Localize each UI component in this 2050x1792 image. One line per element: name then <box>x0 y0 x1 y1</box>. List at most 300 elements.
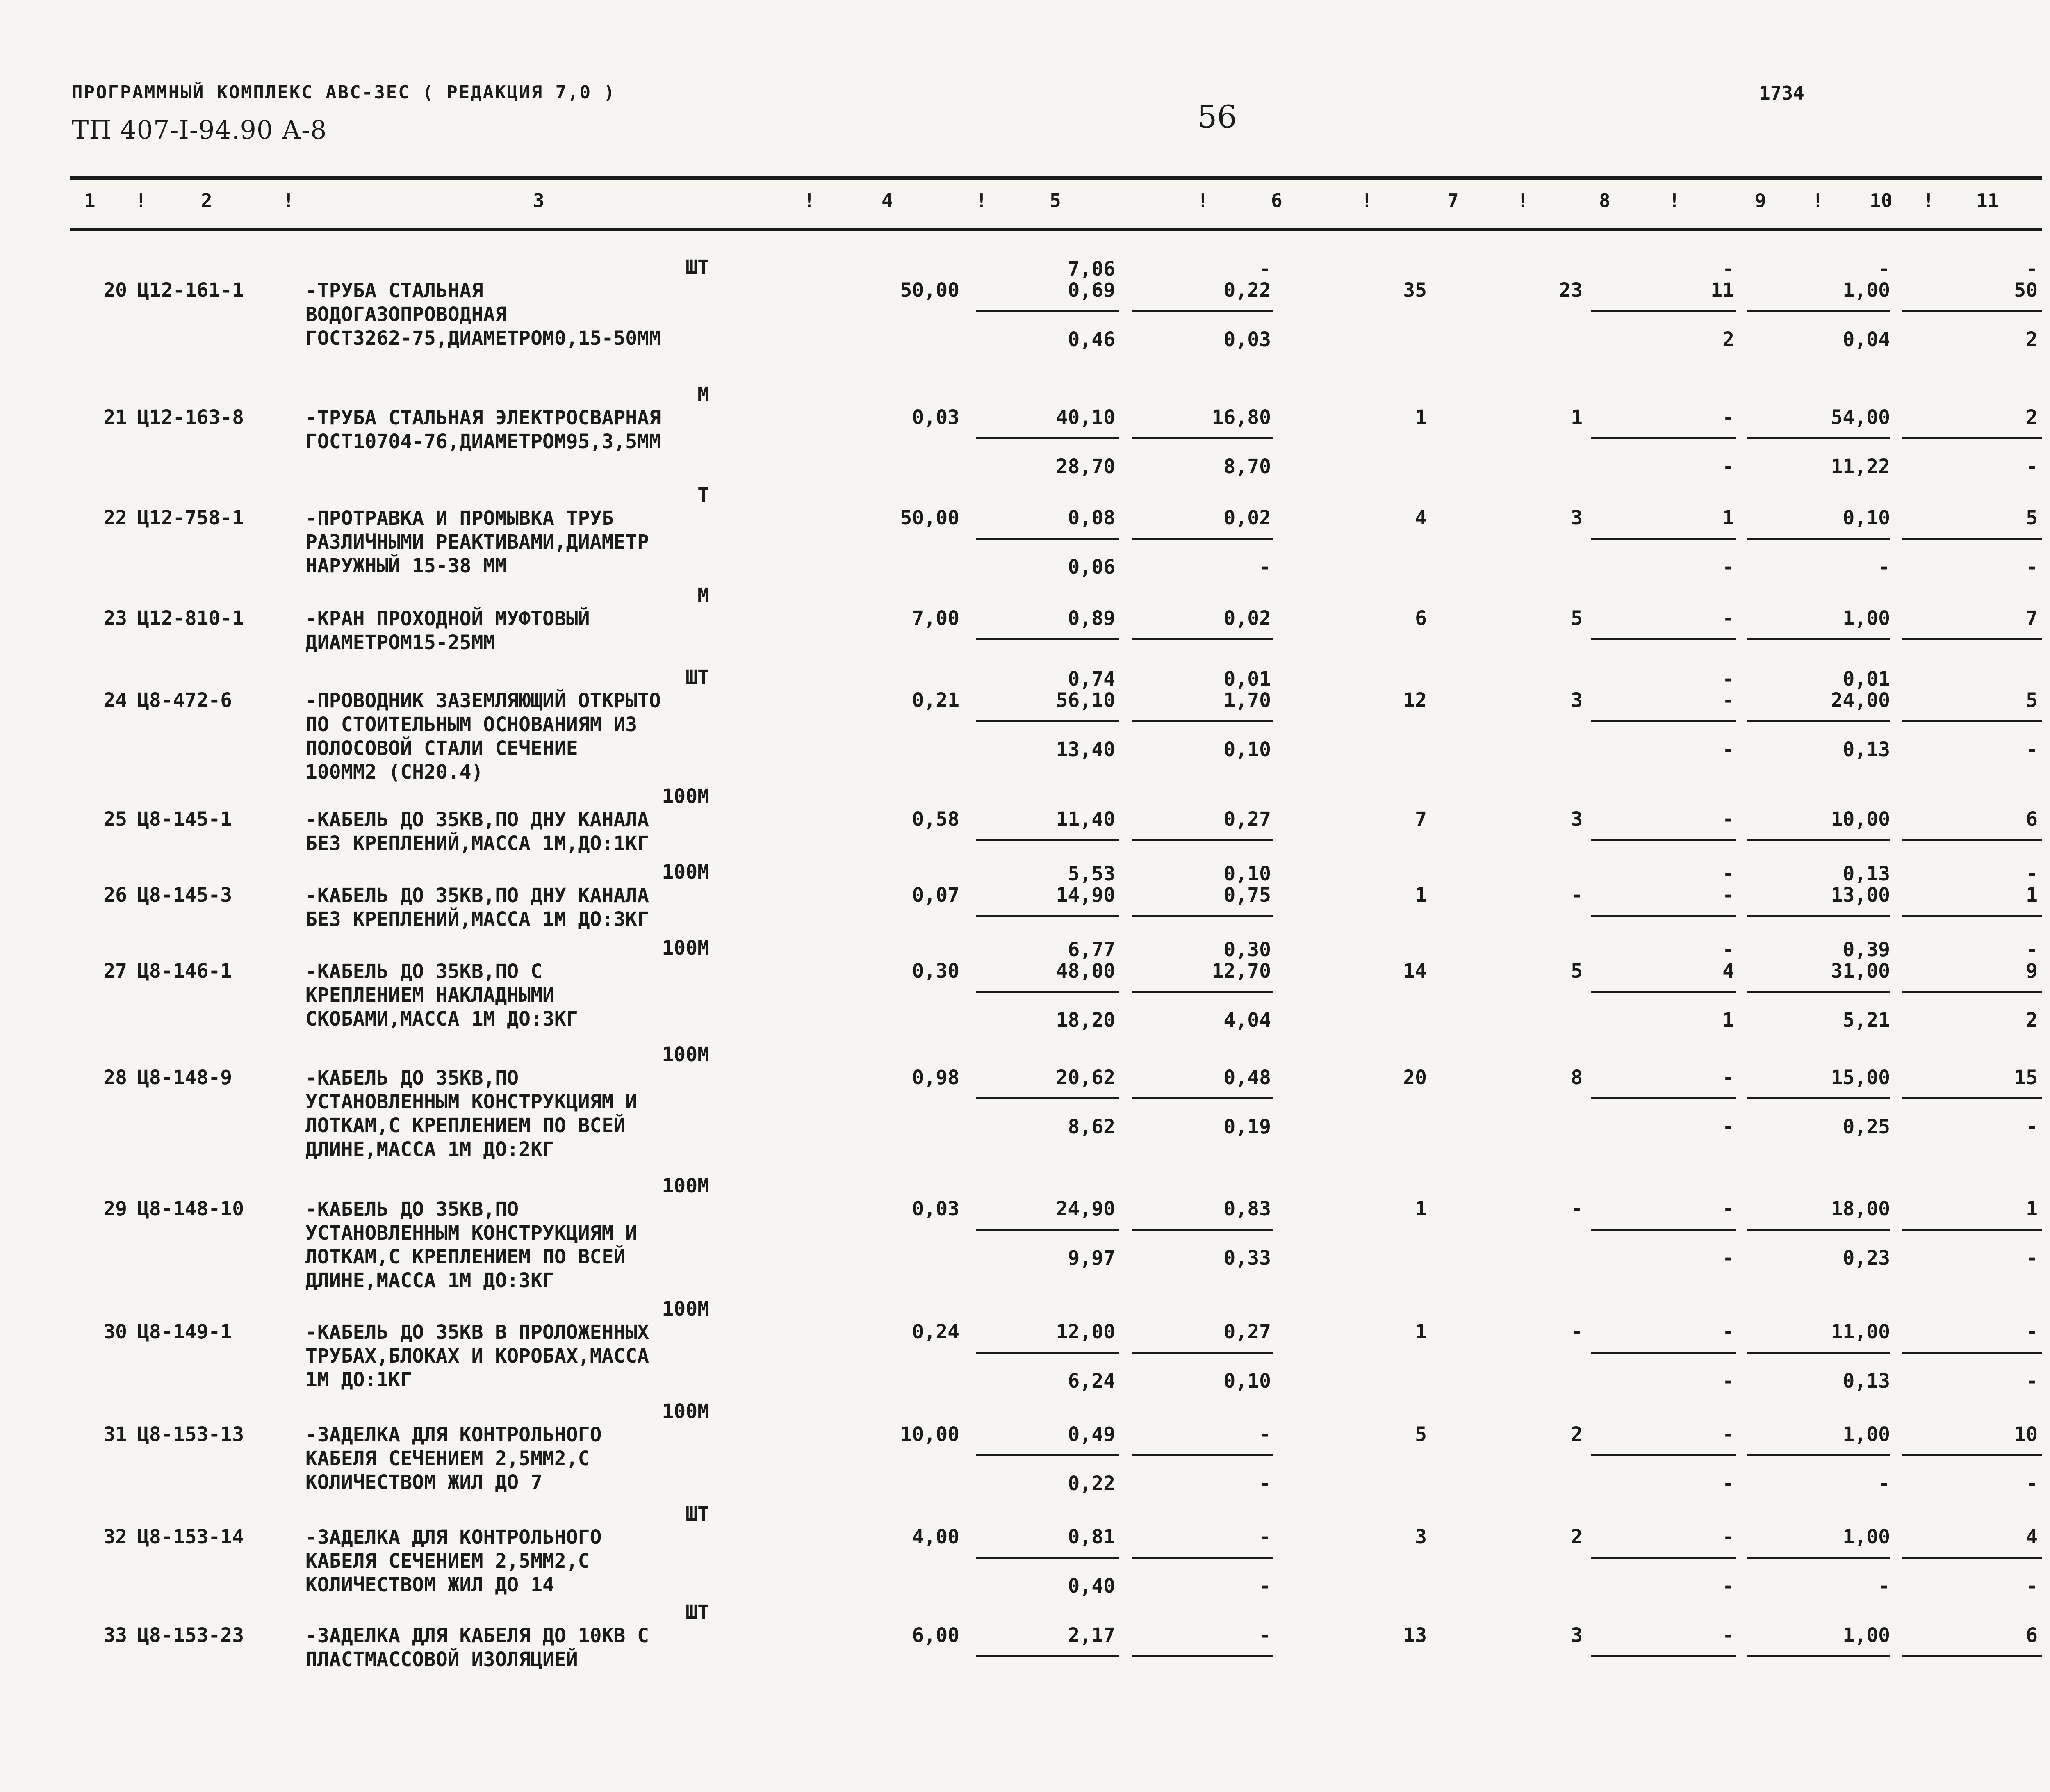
fraction-rule <box>1902 1352 2042 1354</box>
fraction-rule <box>976 991 1119 993</box>
cell-value: 0,69 <box>1068 279 1115 302</box>
cell-value: 13 <box>1403 1624 1427 1647</box>
fraction-rule <box>976 437 1119 439</box>
fraction-rule <box>1902 991 2042 993</box>
fraction-rule <box>1132 1097 1273 1099</box>
cell-value: - <box>1722 1525 1734 1548</box>
cell-value: 5 <box>1415 1423 1427 1446</box>
cell-lower-value: - <box>1878 556 1890 579</box>
fraction-rule <box>1132 310 1273 312</box>
cell-upper-value: - <box>2026 258 2038 280</box>
cell-value: 24,00 <box>1831 689 1890 712</box>
cell-lower-value: 1 <box>1722 1009 1734 1032</box>
page-number: 56 <box>1197 98 1237 135</box>
cell-value: 10,00 <box>1831 808 1890 831</box>
unit-of-measure: М <box>697 584 709 607</box>
cell-value: - <box>1722 1624 1734 1647</box>
fraction-rule <box>1747 638 1890 640</box>
work-description: -ЗАДЕЛКА ДЛЯ КОНТРОЛЬНОГО КАБЕЛЯ СЕЧЕНИЕМ 2,5ММ2,С КОЛИЧЕСТВОМ ЖИЛ ДО 14 <box>305 1526 602 1596</box>
cell-value: - <box>1259 1624 1271 1647</box>
cell-value: 20 <box>1403 1066 1427 1089</box>
cell-lower-value: - <box>2026 1575 2038 1598</box>
quantity: 50,00 <box>900 279 959 302</box>
row-number: 22 <box>103 506 127 529</box>
unit-of-measure: М <box>697 383 709 406</box>
fraction-rule <box>1591 1655 1736 1657</box>
quantity: 6,00 <box>912 1624 959 1647</box>
cell-lower-value: 0,19 <box>1223 1115 1271 1138</box>
cell-lower-value: 0,03 <box>1223 328 1271 351</box>
cell-upper-value: 0,10 <box>1223 862 1271 885</box>
rate-code: Ц12-758-1 <box>137 506 244 529</box>
fraction-rule <box>1591 638 1736 640</box>
cell-value: 4 <box>1415 506 1427 529</box>
cell-lower-value: - <box>1259 556 1271 579</box>
cell-lower-value: 0,10 <box>1223 738 1271 761</box>
column-header: ! <box>1517 189 1528 212</box>
cell-value: 5 <box>2026 689 2038 712</box>
fraction-rule <box>1747 720 1890 722</box>
fraction-rule <box>1591 1454 1736 1456</box>
cell-value: 6 <box>1415 607 1427 630</box>
unit-of-measure: 100М <box>662 785 709 808</box>
cell-value: 1 <box>1722 506 1734 529</box>
rate-code: Ц12-163-8 <box>137 406 244 429</box>
cell-value: 1 <box>1415 406 1427 429</box>
cell-lower-value: 0,10 <box>1223 1370 1271 1393</box>
cell-value: 4 <box>2026 1525 2038 1548</box>
column-header: ! <box>804 189 815 212</box>
cell-value: 1,00 <box>1843 1624 1890 1647</box>
fraction-rule <box>1747 1097 1890 1099</box>
column-header: 4 <box>882 189 893 212</box>
cell-upper-value: 0,39 <box>1843 938 1890 961</box>
fraction-rule <box>1902 638 2042 640</box>
work-description: -КАБЕЛЬ ДО 35КВ,ПО УСТАНОВЛЕННЫМ КОНСТРУКЦИЯМ И ЛОТКАМ,С КРЕПЛЕНИЕМ ПО ВСЕЙ ДЛИНЕ,МАССА 1М ДО:2КГ <box>305 1067 638 1161</box>
cell-lower-value: 5,21 <box>1843 1009 1890 1032</box>
fraction-rule <box>1132 991 1273 993</box>
work-description: -КРАН ПРОХОДНОЙ МУФТОВЫЙ ДИАМЕТРОМ15-25ММ <box>305 607 590 654</box>
unit-of-measure: Т <box>697 483 709 506</box>
rate-code: Ц12-810-1 <box>137 607 244 630</box>
header-rule <box>70 228 2042 231</box>
cell-value: - <box>1722 607 1734 630</box>
cell-value: 11,40 <box>1056 808 1115 831</box>
fraction-rule <box>1902 839 2042 841</box>
fraction-rule <box>1132 638 1273 640</box>
cell-upper-value: - <box>1722 938 1734 961</box>
cell-value: 2 <box>1571 1525 1583 1548</box>
fraction-rule <box>1132 437 1273 439</box>
cell-value: 3 <box>1571 689 1583 712</box>
cell-upper-value: - <box>1722 862 1734 885</box>
cell-upper-value: 0,01 <box>1843 668 1890 691</box>
fraction-rule <box>1747 1557 1890 1559</box>
cell-value: 9 <box>2026 960 2038 983</box>
work-description: -КАБЕЛЬ ДО 35КВ В ПРОЛОЖЕННЫХ ТРУБАХ,БЛОКАХ И КОРОБАХ,МАССА 1М ДО:1КГ <box>305 1321 649 1391</box>
cell-value: 1 <box>2026 1197 2038 1220</box>
fraction-rule <box>1902 538 2042 540</box>
quantity: 50,00 <box>900 506 959 529</box>
cell-value: 1,00 <box>1843 1423 1890 1446</box>
row-number: 29 <box>103 1197 127 1220</box>
cell-value: 5 <box>1571 960 1583 983</box>
cell-value: 0,08 <box>1068 506 1115 529</box>
fraction-rule <box>1591 437 1736 439</box>
cell-value: 50 <box>2014 279 2038 302</box>
row-number: 33 <box>103 1624 127 1647</box>
cell-lower-value: - <box>1722 1247 1734 1270</box>
quantity: 0,03 <box>912 406 959 429</box>
work-description: -ТРУБА СТАЛЬНАЯ ВОДОГАЗОПРОВОДНАЯ ГОСТ3262-75,ДИАМЕТРОМ0,15-50ММ <box>305 279 661 350</box>
work-description: -КАБЕЛЬ ДО 35КВ,ПО УСТАНОВЛЕННЫМ КОНСТРУКЦИЯМ И ЛОТКАМ,С КРЕПЛЕНИЕМ ПО ВСЕЙ ДЛИНЕ,МАССА 1М ДО:3КГ <box>305 1198 638 1292</box>
cell-value: 15 <box>2014 1066 2038 1089</box>
work-description: -КАБЕЛЬ ДО 35КВ,ПО ДНУ КАНАЛА БЕЗ КРЕПЛЕНИЙ,МАССА 1М,ДО:1КГ <box>305 808 649 855</box>
cell-value: 20,62 <box>1056 1066 1115 1089</box>
cell-value: - <box>2026 1320 2038 1343</box>
cell-value: 10 <box>2014 1423 2038 1446</box>
cell-value: 1 <box>1415 1320 1427 1343</box>
column-header: 6 <box>1271 189 1282 212</box>
cell-lower-value: 0,33 <box>1223 1247 1271 1270</box>
cell-value: 12 <box>1403 689 1427 712</box>
cell-lower-value: - <box>1259 1575 1271 1598</box>
cell-value: 1 <box>2026 884 2038 907</box>
fraction-rule <box>1591 1229 1736 1231</box>
fraction-rule <box>1747 310 1890 312</box>
cell-upper-value: - <box>1722 258 1734 280</box>
cell-value: 7 <box>1415 808 1427 831</box>
program-title: ПРОГРАММНЫЙ КОМПЛЕКС АВС-ЗЕС ( РЕДАКЦИЯ 7,0 ) <box>72 82 616 103</box>
cell-value: 1 <box>1571 406 1583 429</box>
cell-value: 16,80 <box>1212 406 1271 429</box>
column-header: ! <box>1197 189 1209 212</box>
column-header: 2 <box>201 189 212 212</box>
fraction-rule <box>976 638 1119 640</box>
fraction-rule <box>1132 839 1273 841</box>
fraction-rule <box>1902 915 2042 917</box>
cell-value: 48,00 <box>1056 960 1115 983</box>
fraction-rule <box>976 720 1119 722</box>
cell-value: 2 <box>1571 1423 1583 1446</box>
row-number: 20 <box>103 279 127 302</box>
cell-value: 0,27 <box>1223 1320 1271 1343</box>
cell-lower-value: 13,40 <box>1056 738 1115 761</box>
unit-of-measure: 100М <box>662 937 709 960</box>
row-number: 27 <box>103 960 127 983</box>
cell-value: 0,02 <box>1223 506 1271 529</box>
fraction-rule <box>1747 839 1890 841</box>
fraction-rule <box>976 1655 1119 1657</box>
fraction-rule <box>1591 991 1736 993</box>
cell-value: 56,10 <box>1056 689 1115 712</box>
cell-value: - <box>1259 1525 1271 1548</box>
cell-lower-value: 0,46 <box>1068 328 1115 351</box>
row-number: 26 <box>103 884 127 907</box>
fraction-rule <box>1902 1655 2042 1657</box>
cell-value: 15,00 <box>1831 1066 1890 1089</box>
cell-value: 35 <box>1403 279 1427 302</box>
cell-lower-value: 9,97 <box>1068 1247 1115 1270</box>
cell-value: 5 <box>1571 607 1583 630</box>
cell-lower-value: 18,20 <box>1056 1009 1115 1032</box>
rate-code: Ц8-153-13 <box>137 1423 244 1446</box>
cell-value: 7 <box>2026 607 2038 630</box>
fraction-rule <box>1591 915 1736 917</box>
cell-value: 3 <box>1415 1525 1427 1548</box>
column-header: 7 <box>1447 189 1459 212</box>
rate-code: Ц8-146-1 <box>137 960 232 983</box>
cell-upper-value: 0,13 <box>1843 862 1890 885</box>
cell-value: 1 <box>1415 884 1427 907</box>
cell-value: 0,83 <box>1223 1197 1271 1220</box>
work-description: -КАБЕЛЬ ДО 35КВ,ПО ДНУ КАНАЛА БЕЗ КРЕПЛЕНИЙ,МАССА 1М ДО:3КГ <box>305 884 649 931</box>
cell-value: 11,00 <box>1831 1320 1890 1343</box>
unit-of-measure: ШТ <box>686 666 709 689</box>
rate-code: Ц8-145-3 <box>137 884 232 907</box>
fraction-rule <box>1747 1229 1890 1231</box>
cell-lower-value: - <box>2026 455 2038 478</box>
top-rule <box>70 176 2042 180</box>
cell-value: 0,75 <box>1223 884 1271 907</box>
cell-lower-value: 2 <box>2026 328 2038 351</box>
cell-lower-value: - <box>1722 556 1734 579</box>
rate-code: Ц8-148-9 <box>137 1066 232 1089</box>
cell-lower-value: - <box>2026 1472 2038 1495</box>
cell-lower-value: - <box>2026 1247 2038 1270</box>
fraction-rule <box>1132 915 1273 917</box>
cell-value: - <box>1571 1197 1583 1220</box>
cell-value: 2,17 <box>1068 1624 1115 1647</box>
cell-value: 18,00 <box>1831 1197 1890 1220</box>
unit-of-measure: ШТ <box>686 256 709 279</box>
cell-value: 0,27 <box>1223 808 1271 831</box>
quantity: 0,03 <box>912 1197 959 1220</box>
cell-value: 40,10 <box>1056 406 1115 429</box>
fraction-rule <box>1747 538 1890 540</box>
cell-lower-value: - <box>2026 1370 2038 1393</box>
cell-value: - <box>1722 1197 1734 1220</box>
cell-value: 3 <box>1571 1624 1583 1647</box>
cell-lower-value: - <box>1722 1472 1734 1495</box>
rate-code: Ц12-161-1 <box>137 279 244 302</box>
cell-value: - <box>1722 1320 1734 1343</box>
cell-lower-value: 0,25 <box>1843 1115 1890 1138</box>
cell-value: 2 <box>2026 406 2038 429</box>
cell-value: 23 <box>1559 279 1583 302</box>
quantity: 0,21 <box>912 689 959 712</box>
cell-value: 3 <box>1571 506 1583 529</box>
cell-value: - <box>1722 1423 1734 1446</box>
fraction-rule <box>1902 310 2042 312</box>
quantity: 0,24 <box>912 1320 959 1343</box>
cell-value: 1,70 <box>1223 689 1271 712</box>
cell-upper-value: - <box>2026 938 2038 961</box>
fraction-rule <box>1747 1454 1890 1456</box>
column-header: ! <box>1361 189 1373 212</box>
cell-value: 5 <box>2026 506 2038 529</box>
column-header: ! <box>283 189 294 212</box>
row-number: 30 <box>103 1320 127 1343</box>
cell-value: 24,90 <box>1056 1197 1115 1220</box>
quantity: 4,00 <box>912 1525 959 1548</box>
work-description: -ТРУБА СТАЛЬНАЯ ЭЛЕКТРОСВАРНАЯ ГОСТ10704-76,ДИАМЕТРОМ95,3,5ММ <box>305 406 661 453</box>
fraction-rule <box>976 915 1119 917</box>
cell-lower-value: 11,22 <box>1831 455 1890 478</box>
cell-value: 0,48 <box>1223 1066 1271 1089</box>
cell-lower-value: - <box>1878 1472 1890 1495</box>
column-header: 3 <box>533 189 544 212</box>
cell-upper-value: 5,53 <box>1068 862 1115 885</box>
rate-code: Ц8-153-14 <box>137 1525 244 1548</box>
cell-lower-value: - <box>1722 1575 1734 1598</box>
cell-value: 6 <box>2026 808 2038 831</box>
cell-lower-value: - <box>2026 738 2038 761</box>
fraction-rule <box>1747 437 1890 439</box>
quantity: 7,00 <box>912 607 959 630</box>
cell-upper-value: 7,06 <box>1068 258 1115 280</box>
cell-lower-value: 0,04 <box>1843 328 1890 351</box>
cell-value: 14,90 <box>1056 884 1115 907</box>
cell-lower-value: - <box>1722 1115 1734 1138</box>
fraction-rule <box>1747 991 1890 993</box>
cell-upper-value: - <box>1722 668 1734 691</box>
cell-value: 13,00 <box>1831 884 1890 907</box>
cell-lower-value: 0,40 <box>1068 1575 1115 1598</box>
cell-lower-value: - <box>1259 1472 1271 1495</box>
cell-value: 12,00 <box>1056 1320 1115 1343</box>
row-number: 31 <box>103 1423 127 1446</box>
cell-value: 14 <box>1403 960 1427 983</box>
fraction-rule <box>1591 839 1736 841</box>
column-header: ! <box>135 189 147 212</box>
cell-value: 31,00 <box>1831 960 1890 983</box>
quantity: 0,07 <box>912 884 959 907</box>
cell-value: - <box>1722 406 1734 429</box>
fraction-rule <box>1132 1352 1273 1354</box>
cell-value: 0,10 <box>1843 506 1890 529</box>
quantity: 0,30 <box>912 960 959 983</box>
cell-value: 0,02 <box>1223 607 1271 630</box>
cell-value: 0,81 <box>1068 1525 1115 1548</box>
cell-value: 1,00 <box>1843 607 1890 630</box>
cell-value: 3 <box>1571 808 1583 831</box>
cell-value: 54,00 <box>1831 406 1890 429</box>
cell-value: - <box>1722 884 1734 907</box>
rate-code: Ц8-153-23 <box>137 1624 244 1647</box>
row-number: 23 <box>103 607 127 630</box>
cell-lower-value: 6,24 <box>1068 1370 1115 1393</box>
cell-value: 8 <box>1571 1066 1583 1089</box>
cell-lower-value: 8,62 <box>1068 1115 1115 1138</box>
unit-of-measure: 100М <box>662 1043 709 1066</box>
cell-lower-value: - <box>1722 738 1734 761</box>
cell-value: 4 <box>1722 960 1734 983</box>
cell-value: 11 <box>1711 279 1734 302</box>
cell-value: 1 <box>1415 1197 1427 1220</box>
unit-of-measure: 100М <box>662 1297 709 1320</box>
cell-upper-value: 0,30 <box>1223 938 1271 961</box>
fraction-rule <box>1902 720 2042 722</box>
cell-lower-value: 0,23 <box>1843 1247 1890 1270</box>
unit-of-measure: 100М <box>662 861 709 884</box>
fraction-rule <box>1902 1229 2042 1231</box>
fraction-rule <box>976 538 1119 540</box>
cell-value: - <box>1571 884 1583 907</box>
work-description: -ПРОВОДНИК ЗАЗЕМЛЯЮЩИЙ ОТКРЫТО ПО СТОИТЕЛЬНЫМ ОСНОВАНИЯМ ИЗ ПОЛОСОВОЙ СТАЛИ СЕЧЕНИЕ 100ММ2 (СН20.4) <box>305 689 661 784</box>
cell-value: 0,49 <box>1068 1423 1115 1446</box>
fraction-rule <box>1591 720 1736 722</box>
document-code: ТП 407-I-94.90 А-8 <box>72 115 327 145</box>
row-number: 32 <box>103 1525 127 1548</box>
fraction-rule <box>976 1557 1119 1559</box>
cell-upper-value: - <box>2026 862 2038 885</box>
fraction-rule <box>1132 1655 1273 1657</box>
sheet-code: 1734 <box>1759 82 1804 104</box>
fraction-rule <box>1902 1557 2042 1559</box>
quantity: 0,98 <box>912 1066 959 1089</box>
unit-of-measure: ШТ <box>686 1601 709 1624</box>
cell-upper-value: - <box>1878 258 1890 280</box>
fraction-rule <box>1591 538 1736 540</box>
unit-of-measure: ШТ <box>686 1502 709 1525</box>
row-number: 28 <box>103 1066 127 1089</box>
fraction-rule <box>1747 915 1890 917</box>
work-description: -ЗАДЕЛКА ДЛЯ КАБЕЛЯ ДО 10КВ С ПЛАСТМАССОВОЙ ИЗОЛЯЦИЕЙ <box>305 1624 649 1671</box>
column-header: 9 <box>1755 189 1766 212</box>
column-header: ! <box>1669 189 1680 212</box>
fraction-rule <box>976 1229 1119 1231</box>
fraction-rule <box>1902 1097 2042 1099</box>
fraction-rule <box>1591 310 1736 312</box>
cell-value: 1,00 <box>1843 279 1890 302</box>
cell-value: 0,22 <box>1223 279 1271 302</box>
cell-value: - <box>1259 1423 1271 1446</box>
column-header: 5 <box>1050 189 1061 212</box>
cell-lower-value: - <box>1722 455 1734 478</box>
fraction-rule <box>976 1097 1119 1099</box>
column-header: 11 <box>1976 189 1999 212</box>
cell-lower-value: - <box>1722 1370 1734 1393</box>
unit-of-measure: 100М <box>662 1174 709 1197</box>
fraction-rule <box>976 839 1119 841</box>
rate-code: Ц8-472-6 <box>137 689 232 712</box>
cell-lower-value: 0,06 <box>1068 556 1115 579</box>
row-number: 21 <box>103 406 127 429</box>
cell-lower-value: 8,70 <box>1223 455 1271 478</box>
column-header: 10 <box>1870 189 1893 212</box>
fraction-rule <box>1132 538 1273 540</box>
column-header: ! <box>976 189 987 212</box>
work-description: -КАБЕЛЬ ДО 35КВ,ПО С КРЕПЛЕНИЕМ НАКЛАДНЫМИ СКОБАМИ,МАССА 1М ДО:3КГ <box>305 960 578 1031</box>
cell-lower-value: 4,04 <box>1223 1009 1271 1032</box>
rate-code: Ц8-145-1 <box>137 808 232 831</box>
quantity: 0,58 <box>912 808 959 831</box>
row-number: 24 <box>103 689 127 712</box>
fraction-rule <box>1132 720 1273 722</box>
work-description: -ЗАДЕЛКА ДЛЯ КОНТРОЛЬНОГО КАБЕЛЯ СЕЧЕНИЕМ 2,5ММ2,С КОЛИЧЕСТВОМ ЖИЛ ДО 7 <box>305 1423 602 1494</box>
rate-code: Ц8-149-1 <box>137 1320 232 1343</box>
column-header: ! <box>1923 189 1934 212</box>
column-header: ! <box>1812 189 1824 212</box>
cell-lower-value: - <box>2026 556 2038 579</box>
cell-upper-value: 0,01 <box>1223 668 1271 691</box>
row-number: 25 <box>103 808 127 831</box>
fraction-rule <box>1132 1557 1273 1559</box>
work-description: -ПРОТРАВКА И ПРОМЫВКА ТРУБ РАЗЛИЧНЫМИ РЕАКТИВАМИ,ДИАМЕТР НАРУЖНЫЙ 15-38 ММ <box>305 507 649 577</box>
quantity: 10,00 <box>900 1423 959 1446</box>
cell-value: - <box>1571 1320 1583 1343</box>
